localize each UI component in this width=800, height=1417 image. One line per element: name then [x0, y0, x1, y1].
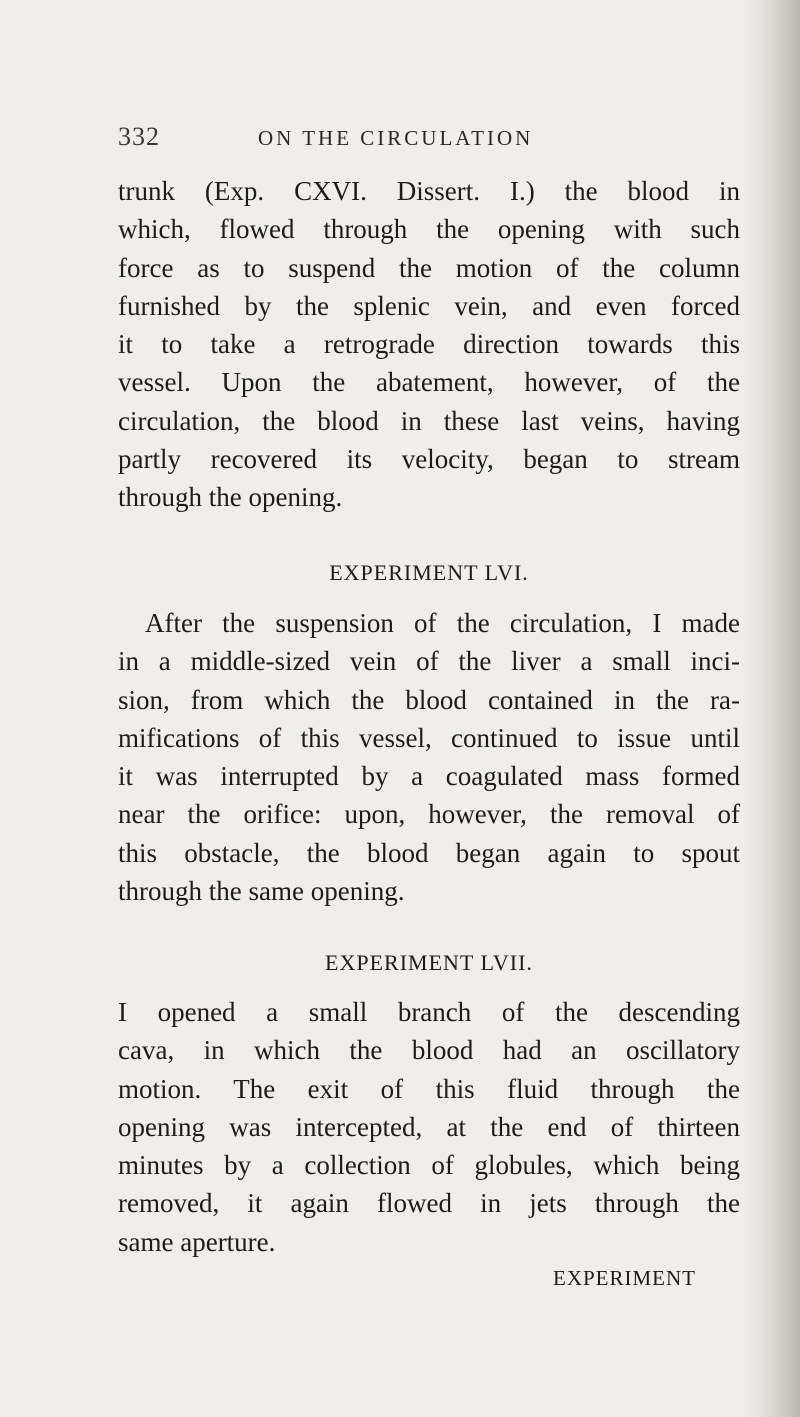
page-edge-shadow — [742, 0, 800, 1417]
text-line: motion. The exit of this fluid through the — [118, 1073, 740, 1104]
page-number: 332 — [118, 122, 160, 151]
text-line: through the same opening. — [118, 876, 405, 907]
text-line: opening was intercepted, at the end of thirteen — [118, 1111, 740, 1142]
page-header-title: ON THE CIRCULATION — [258, 126, 534, 150]
catchword: EXPERIMENT — [553, 1266, 696, 1290]
paragraph-experiment-lvii — [118, 993, 740, 1261]
text-line: cava, in which the blood had an oscillatory — [118, 1035, 740, 1066]
text-line: it to take a retrograde direction towards this — [118, 329, 740, 360]
experiment-heading-lvii: EXPERIMENT LVII. — [325, 950, 533, 975]
experiment-heading-lvi: EXPERIMENT LVI. — [329, 560, 529, 585]
text-line: mifications of this vessel, continued to issue until — [118, 722, 740, 753]
text-line: circulation, the blood in these last veins, having — [118, 405, 740, 436]
paragraph-continued — [118, 172, 740, 517]
text-line: sion, from which the blood contained in the ra- — [118, 684, 740, 715]
text-line: through the opening. — [118, 482, 343, 513]
text-line: this obstacle, the blood began again to spout — [118, 837, 740, 868]
running-head — [118, 122, 718, 162]
paragraph-experiment-lvi — [118, 604, 740, 910]
text-line: After the suspension of the circulation, I made — [145, 608, 740, 638]
text-line: removed, it again flowed in jets through the — [118, 1188, 740, 1219]
text-line: furnished by the splenic vein, and even forced — [118, 290, 740, 321]
text-line: it was interrupted by a coagulated mass formed — [118, 761, 740, 792]
text-line: near the orifice: upon, however, the removal of — [118, 799, 740, 830]
text-line: trunk (Exp. CXVI. Dissert. I.) the blood in — [118, 176, 740, 206]
text-line: partly recovered its velocity, began to stream — [118, 444, 740, 475]
text-line: minutes by a collection of globules, which being — [118, 1150, 740, 1181]
text-line: I opened a small branch of the descending — [118, 997, 740, 1027]
text-line: in a middle-sized vein of the liver a small inci- — [118, 646, 740, 677]
text-line: which, flowed through the opening with such — [118, 214, 740, 245]
text-line: force as to suspend the motion of the column — [118, 252, 740, 283]
text-line: vessel. Upon the abatement, however, of the — [118, 367, 740, 398]
text-line: same aperture. — [118, 1226, 276, 1257]
